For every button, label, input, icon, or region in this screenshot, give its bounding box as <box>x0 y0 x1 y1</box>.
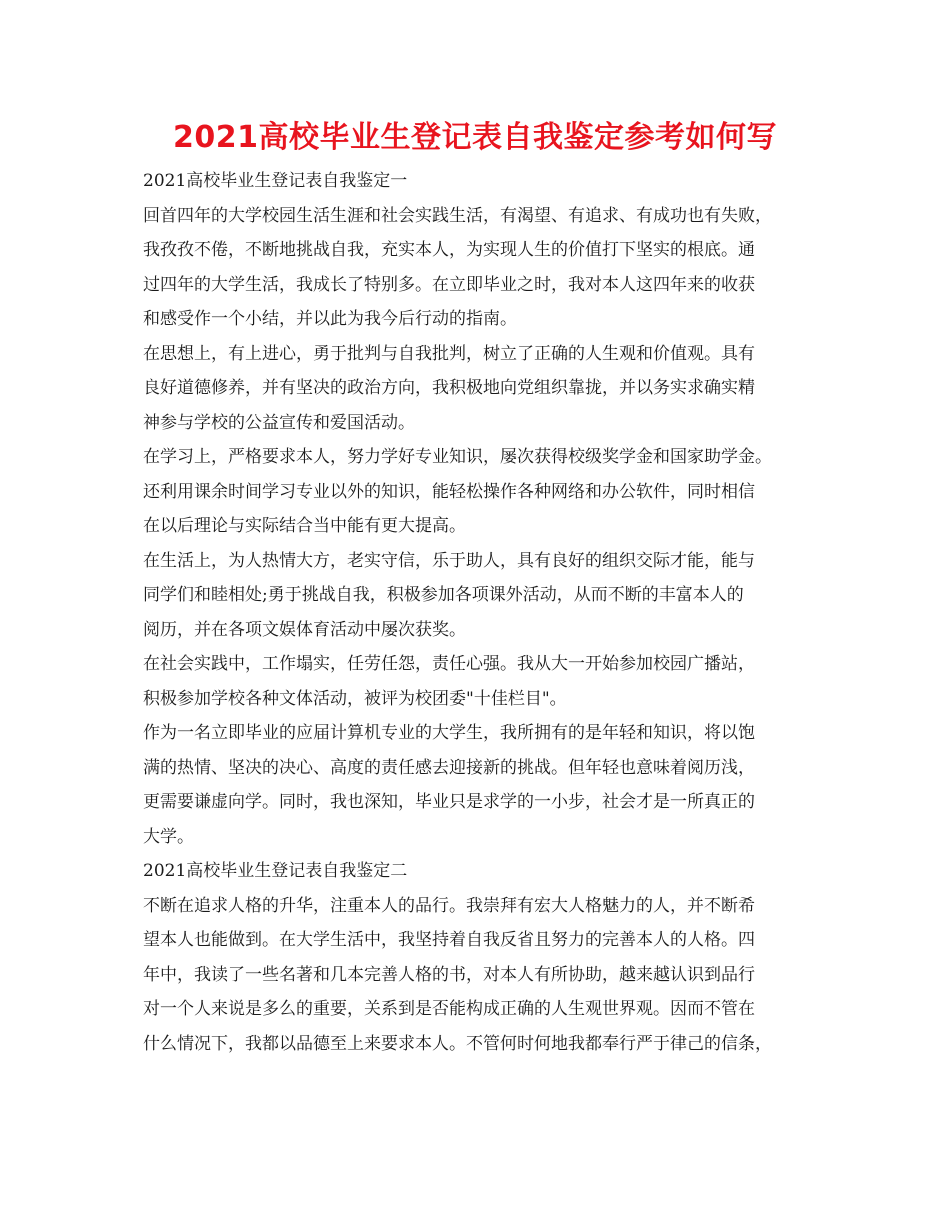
paragraph-line: 年中，我读了一些名著和几本完善人格的书，对本人有所协助，越来越认识到品行 <box>143 964 755 985</box>
paragraph-line: 积极参加学校各种文体活动，被评为校团委"十佳栏目"。 <box>143 688 567 709</box>
paragraph-line: 阅历，并在各项文娱体育活动中屡次获奖。 <box>143 619 466 640</box>
section-heading-1: 2021高校毕业生登记表自我鉴定一 <box>143 171 408 191</box>
paragraph-line: 回首四年的大学校园生活生涯和社会实践生活，有渴望、有追求、有成功也有失败， <box>143 205 772 226</box>
section-heading-2: 2021高校毕业生登记表自我鉴定二 <box>143 861 408 881</box>
paragraph-line: 在生活上，为人热情大方，老实守信，乐于助人，具有良好的组织交际才能，能与 <box>143 550 755 571</box>
paragraph-line: 满的热情、坚决的决心、高度的责任感去迎接新的挑战。但年轻也意味着阅历浅， <box>143 757 755 778</box>
paragraph-line: 望本人也能做到。在大学生活中，我坚持着自我反省且努力的完善本人的人格。四 <box>143 930 755 950</box>
paragraph-line: 更需要谦虚向学。同时，我也深知，毕业只是求学的一小步，社会才是一所真正的 <box>143 792 755 812</box>
paragraph-line: 作为一名立即毕业的应届计算机专业的大学生，我所拥有的是年轻和知识，将以饱 <box>143 723 755 743</box>
paragraph-line: 在以后理论与实际结合当中能有更大提高。 <box>143 516 466 536</box>
paragraph-line: 神参与学校的公益宣传和爱国活动。 <box>143 412 415 433</box>
paragraph-line: 和感受作一个小结，并以此为我今后行动的指南。 <box>143 309 517 329</box>
document-body <box>143 164 833 1061</box>
paragraph-line: 良好道德修养，并有坚决的政治方向，我积极地向党组织靠拢，并以务实求确实精 <box>143 378 755 398</box>
paragraph-line: 同学们和睦相处;勇于挑战自我，积极参加各项课外活动，从而不断的丰富本人的 <box>143 585 744 605</box>
paragraph-line: 过四年的大学生活，我成长了特别多。在立即毕业之时，我对本人这四年来的收获 <box>143 274 755 295</box>
paragraph-line: 在社会实践中，工作塌实，任劳任怨，责任心强。我从大一开始参加校园广播站， <box>143 654 755 674</box>
paragraph-line: 在学习上，严格要求本人，努力学好专业知识，屡次获得校级奖学金和国家助学金。 <box>143 447 772 467</box>
paragraph-line: 大学。 <box>143 826 194 847</box>
paragraph-line: 不断在追求人格的升华，注重本人的品行。我崇拜有宏大人格魅力的人，并不断希 <box>143 895 755 916</box>
paragraph-line: 对一个人来说是多么的重要，关系到是否能构成正确的人生观世界观。因而不管在 <box>143 999 755 1019</box>
paragraph-line: 还利用课余时间学习专业以外的知识，能轻松操作各种网络和办公软件，同时相信 <box>143 481 755 502</box>
paragraph-line: 什么情况下，我都以品德至上来要求本人。不管何时何地我都奉行严于律己的信条， <box>143 1033 772 1054</box>
paragraph-line: 我孜孜不倦，不断地挑战自我，充实本人，为实现人生的价值打下坚实的根底。通 <box>143 240 755 260</box>
paragraph-line: 在思想上，有上进心，勇于批判与自我批判，树立了正确的人生观和价值观。具有 <box>143 343 755 364</box>
document-title: 2021高校毕业生登记表自我鉴定参考如何写 <box>173 120 777 155</box>
